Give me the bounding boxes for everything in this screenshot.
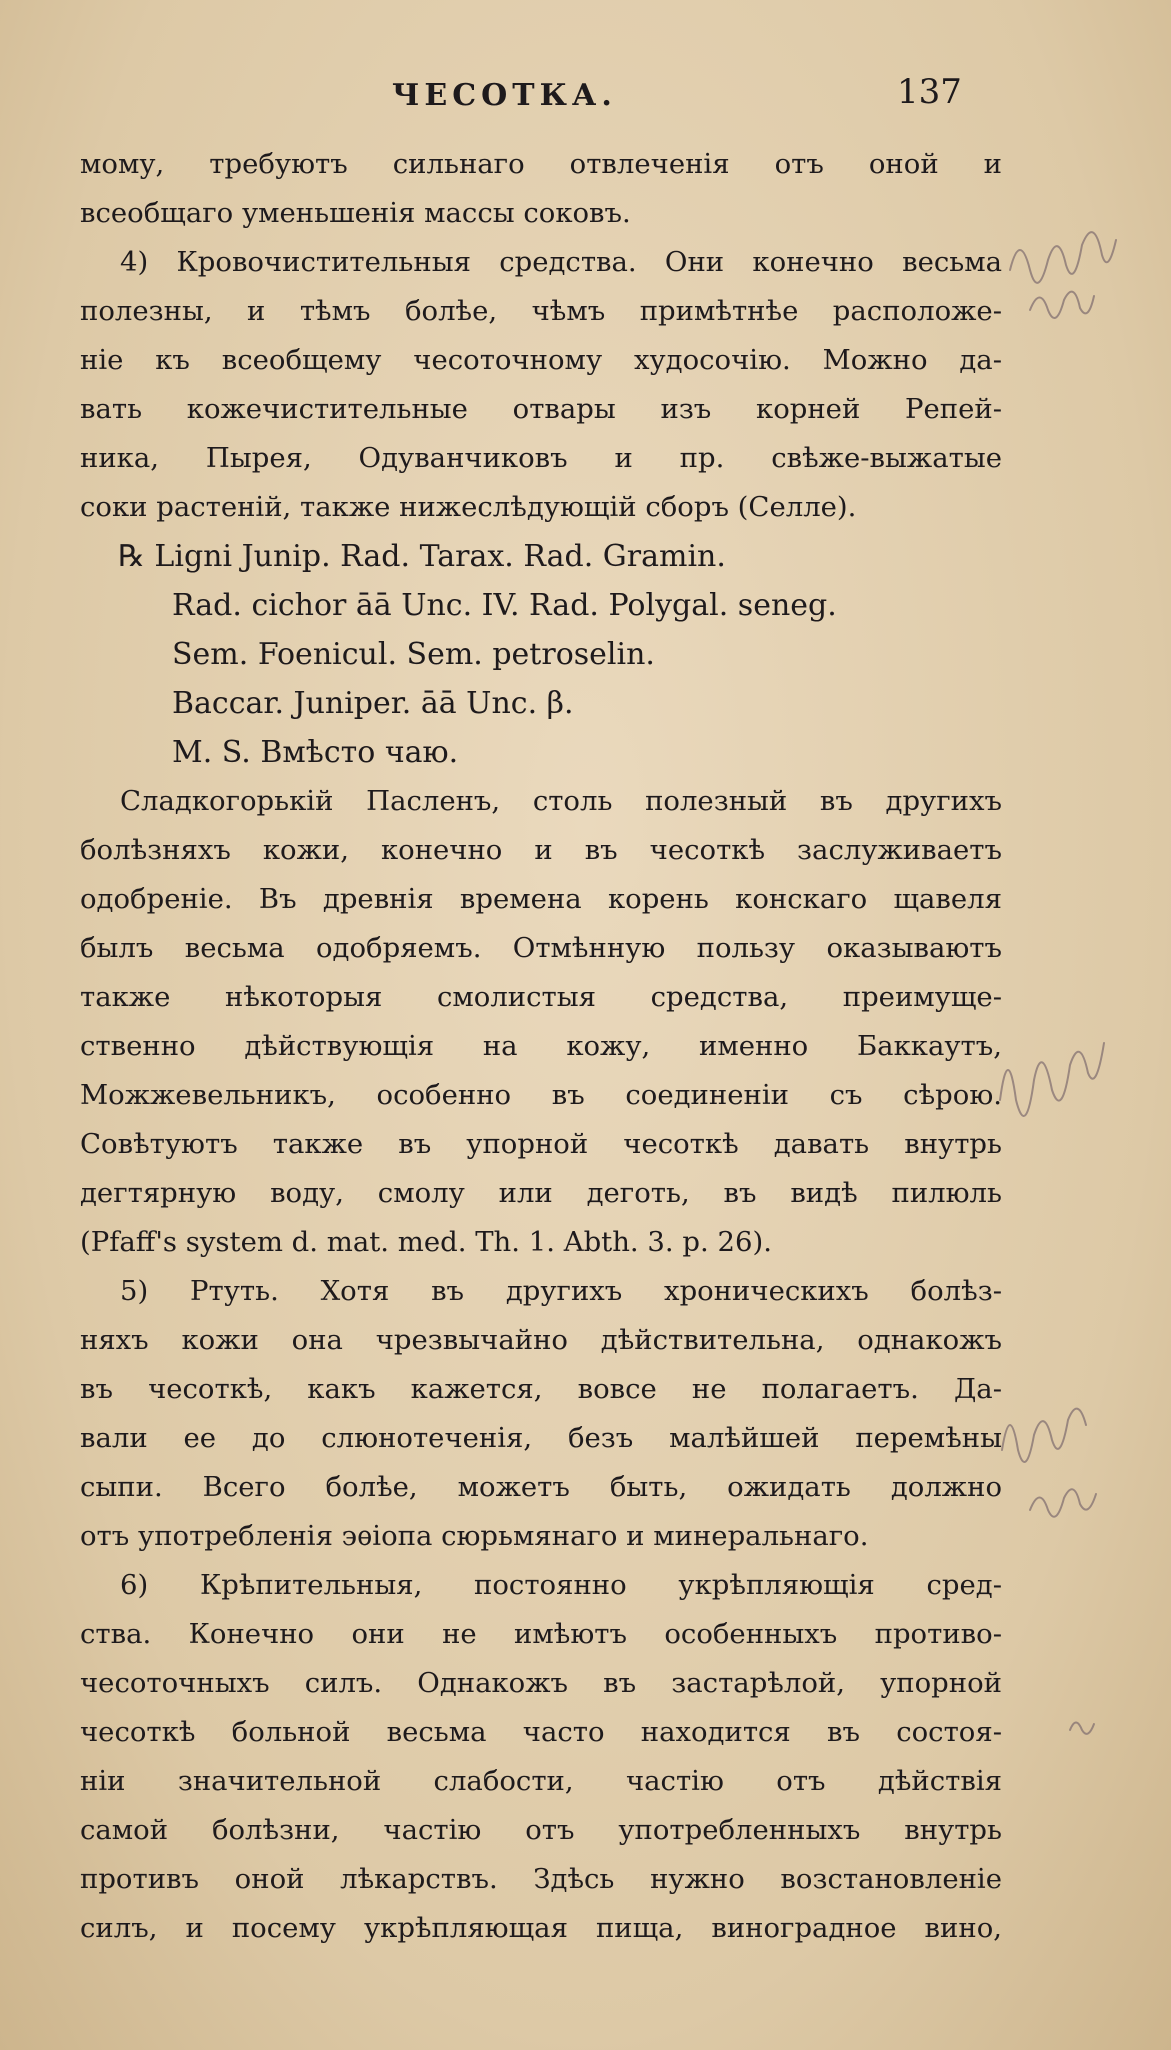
text-line: мому, требуютъ сильнаго отвлеченія отъ оной и — [80, 148, 1002, 180]
text-line: чесоточныхъ силъ. Однакожъ въ застарѣлой, упорной — [80, 1667, 1002, 1699]
text-line: одобреніе. Въ древнія времена корень конскаго щавеля — [80, 883, 1002, 915]
margin-scribble-4 — [1002, 1409, 1086, 1462]
text-line: былъ весьма одобряемъ. Отмѣнную пользу оказываютъ — [80, 932, 1002, 964]
text-line: ника, Пырея, Одуванчиковъ и пр. свѣже-выжатые — [80, 442, 1002, 474]
prescription-line: Sem. Foenicul. Sem. petroselin. — [172, 637, 655, 672]
text-line: (Pfaff's system d. mat. med. Th. 1. Abth. 3. p. 26). — [80, 1226, 772, 1258]
text-line: отъ употребленія эѳіопа сюрьмянаго и минеральнаго. — [80, 1520, 869, 1552]
text-line: дегтярную воду, смолу или деготь, въ видѣ пилюль — [80, 1177, 1002, 1209]
margin-scribble-1 — [1010, 232, 1116, 283]
prescription-line: Rad. cichor āā Unc. IV. Rad. Polygal. seneg. — [172, 588, 837, 623]
text-line: въ чесоткѣ, какъ кажется, вовсе не полагаетъ. Да- — [80, 1373, 1002, 1405]
text-line: всеобщаго уменьшенія массы соковъ. — [80, 197, 631, 229]
text-line: полезны, и тѣмъ болѣе, чѣмъ примѣтнѣе расположе- — [80, 295, 1002, 327]
margin-handwriting — [990, 180, 1170, 1830]
prescription-line: Baccar. Juniper. āā Unc. β. — [172, 686, 574, 721]
text-line: самой болѣзни, частію отъ употребленныхъ внутрь — [80, 1814, 1002, 1846]
text-line: противъ оной лѣкарствъ. Здѣсь нужно возстановленіе — [80, 1863, 1002, 1895]
text-line: няхъ кожи она чрезвычайно дѣйствительна, однакожъ — [80, 1324, 1002, 1356]
page-number: 137 — [897, 72, 962, 112]
text-line: вать кожечистительные отвары изъ корней Репей- — [80, 393, 1002, 425]
text-line: Можжевельникъ, особенно въ соединеніи съ сѣрою. — [80, 1079, 1002, 1111]
text-line: ніе къ всеобщему чесоточному худосочію. Можно да- — [80, 344, 1002, 376]
prescription-line: ℞ Ligni Junip. Rad. Tarax. Rad. Gramin. — [118, 539, 726, 574]
text-line: соки растеній, также нижеслѣдующій сборъ (Селле). — [80, 491, 857, 523]
text-line: Совѣтуютъ также въ упорной чесоткѣ давать внутрь — [80, 1128, 1002, 1160]
margin-scribble-3 — [1000, 1043, 1104, 1116]
text-line: чесоткѣ больной весьма часто находится въ состоя- — [80, 1716, 1002, 1748]
text-line: силъ, и посему укрѣпляющая пища, виноградное вино, — [80, 1912, 1002, 1944]
running-title: ЧЕСОТКА. — [392, 78, 617, 113]
body-text — [80, 140, 1002, 1953]
text-line: Сладкогорькій Пасленъ, столь полезный въ другихъ — [120, 785, 1002, 817]
text-line: 4) Кровочистительныя средства. Они конечно весьма — [120, 246, 1002, 278]
text-line: ніи значительной слабости, частію отъ дѣйствія — [80, 1765, 1002, 1797]
text-line: вали ее до слюнотеченія, безъ малѣйшей перемѣны — [80, 1422, 1002, 1454]
text-line: ственно дѣйствующія на кожу, именно Баккаутъ, — [80, 1030, 1002, 1062]
margin-scribble-6 — [1070, 1723, 1094, 1734]
text-line: 5) Ртуть. Хотя въ другихъ хроническихъ болѣз- — [120, 1275, 1002, 1307]
text-line: ства. Конечно они не имѣютъ особенныхъ противо- — [80, 1618, 1002, 1650]
text-line: болѣзняхъ кожи, конечно и въ чесоткѣ заслуживаетъ — [80, 834, 1002, 866]
text-line: также нѣкоторыя смолистыя средства, преимуще- — [80, 981, 1002, 1013]
margin-scribble-2 — [1030, 292, 1094, 318]
page-header — [0, 72, 1171, 118]
text-line: сыпи. Всего болѣе, можетъ быть, ожидать должно — [80, 1471, 1002, 1503]
text-line: 6) Крѣпительныя, постоянно укрѣпляющія сред- — [120, 1569, 1002, 1601]
margin-scribble-5 — [1030, 1489, 1096, 1516]
prescription-line: M. S. Вмѣсто чаю. — [172, 735, 459, 770]
